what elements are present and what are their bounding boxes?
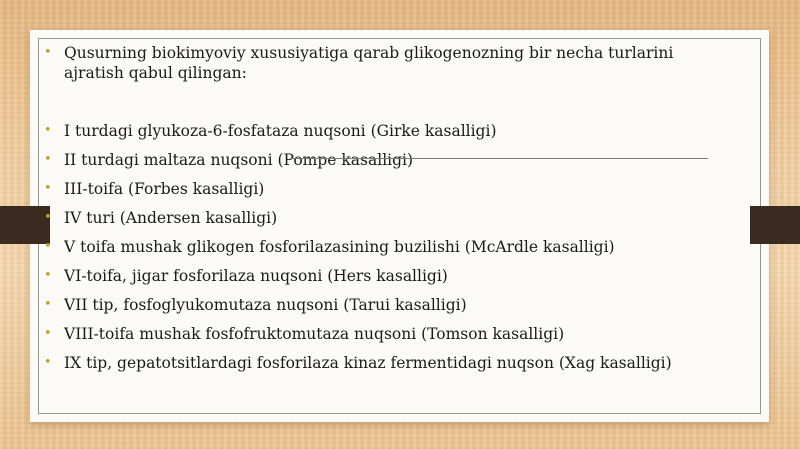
list-item [42,295,722,324]
list-item-text: VIII-toifa mushak fosfofruktomutaza nuqsoni (Tomson kasalligi) [64,325,565,343]
list-item-text: III-toifa (Forbes kasalligi) [64,180,265,198]
slide-content [42,43,722,382]
list-item [42,266,722,295]
bullet-icon: • [44,181,52,196]
list-item-text: IX tip, gepatotsitlardagi fosforilaza kinaz fermentidagi nuqson (Xag kasalligi) [64,354,672,372]
list-item [42,353,722,382]
intro-paragraph [42,43,722,83]
list-item-text: VII tip, fosfoglyukomutaza nuqsoni (Tarui kasalligi) [64,296,467,314]
list-item [42,237,722,266]
bullet-icon: • [44,239,52,254]
list-item-text: VI-toifa, jigar fosforilaza nuqsoni (Hers kasalligi) [64,267,448,285]
bullet-icon: • [44,355,52,370]
bullet-icon: • [44,123,52,138]
bullet-icon: • [44,297,52,312]
bullet-icon: • [44,210,52,225]
right-side-tab [750,206,800,244]
bullet-icon: • [44,152,52,167]
bullet-icon: • [44,326,52,341]
list-item-text: I turdagi glyukoza-6-fosfataza nuqsoni (Girke kasalligi) [64,122,497,140]
list-item-text: V toifa mushak glikogen fosforilazasining buzilishi (McArdle kasalligi) [64,238,615,256]
bullet-icon: • [44,268,52,283]
list-item-text: II turdagi maltaza nuqsoni (Pompe kasalligi) [64,151,414,169]
decorative-divider [290,158,708,159]
intro-text: Qusurning biokimyoviy xususiyatiga qarab glikogenozning bir necha turlarini ajratish qabul qilingan: [64,44,674,82]
list-item [42,150,722,179]
list-item [42,179,722,208]
bullet-icon: • [44,45,52,60]
list-item-text: IV turi (Andersen kasalligi) [64,209,278,227]
list-item [42,324,722,353]
list-item [42,121,722,150]
list-item [42,208,722,237]
